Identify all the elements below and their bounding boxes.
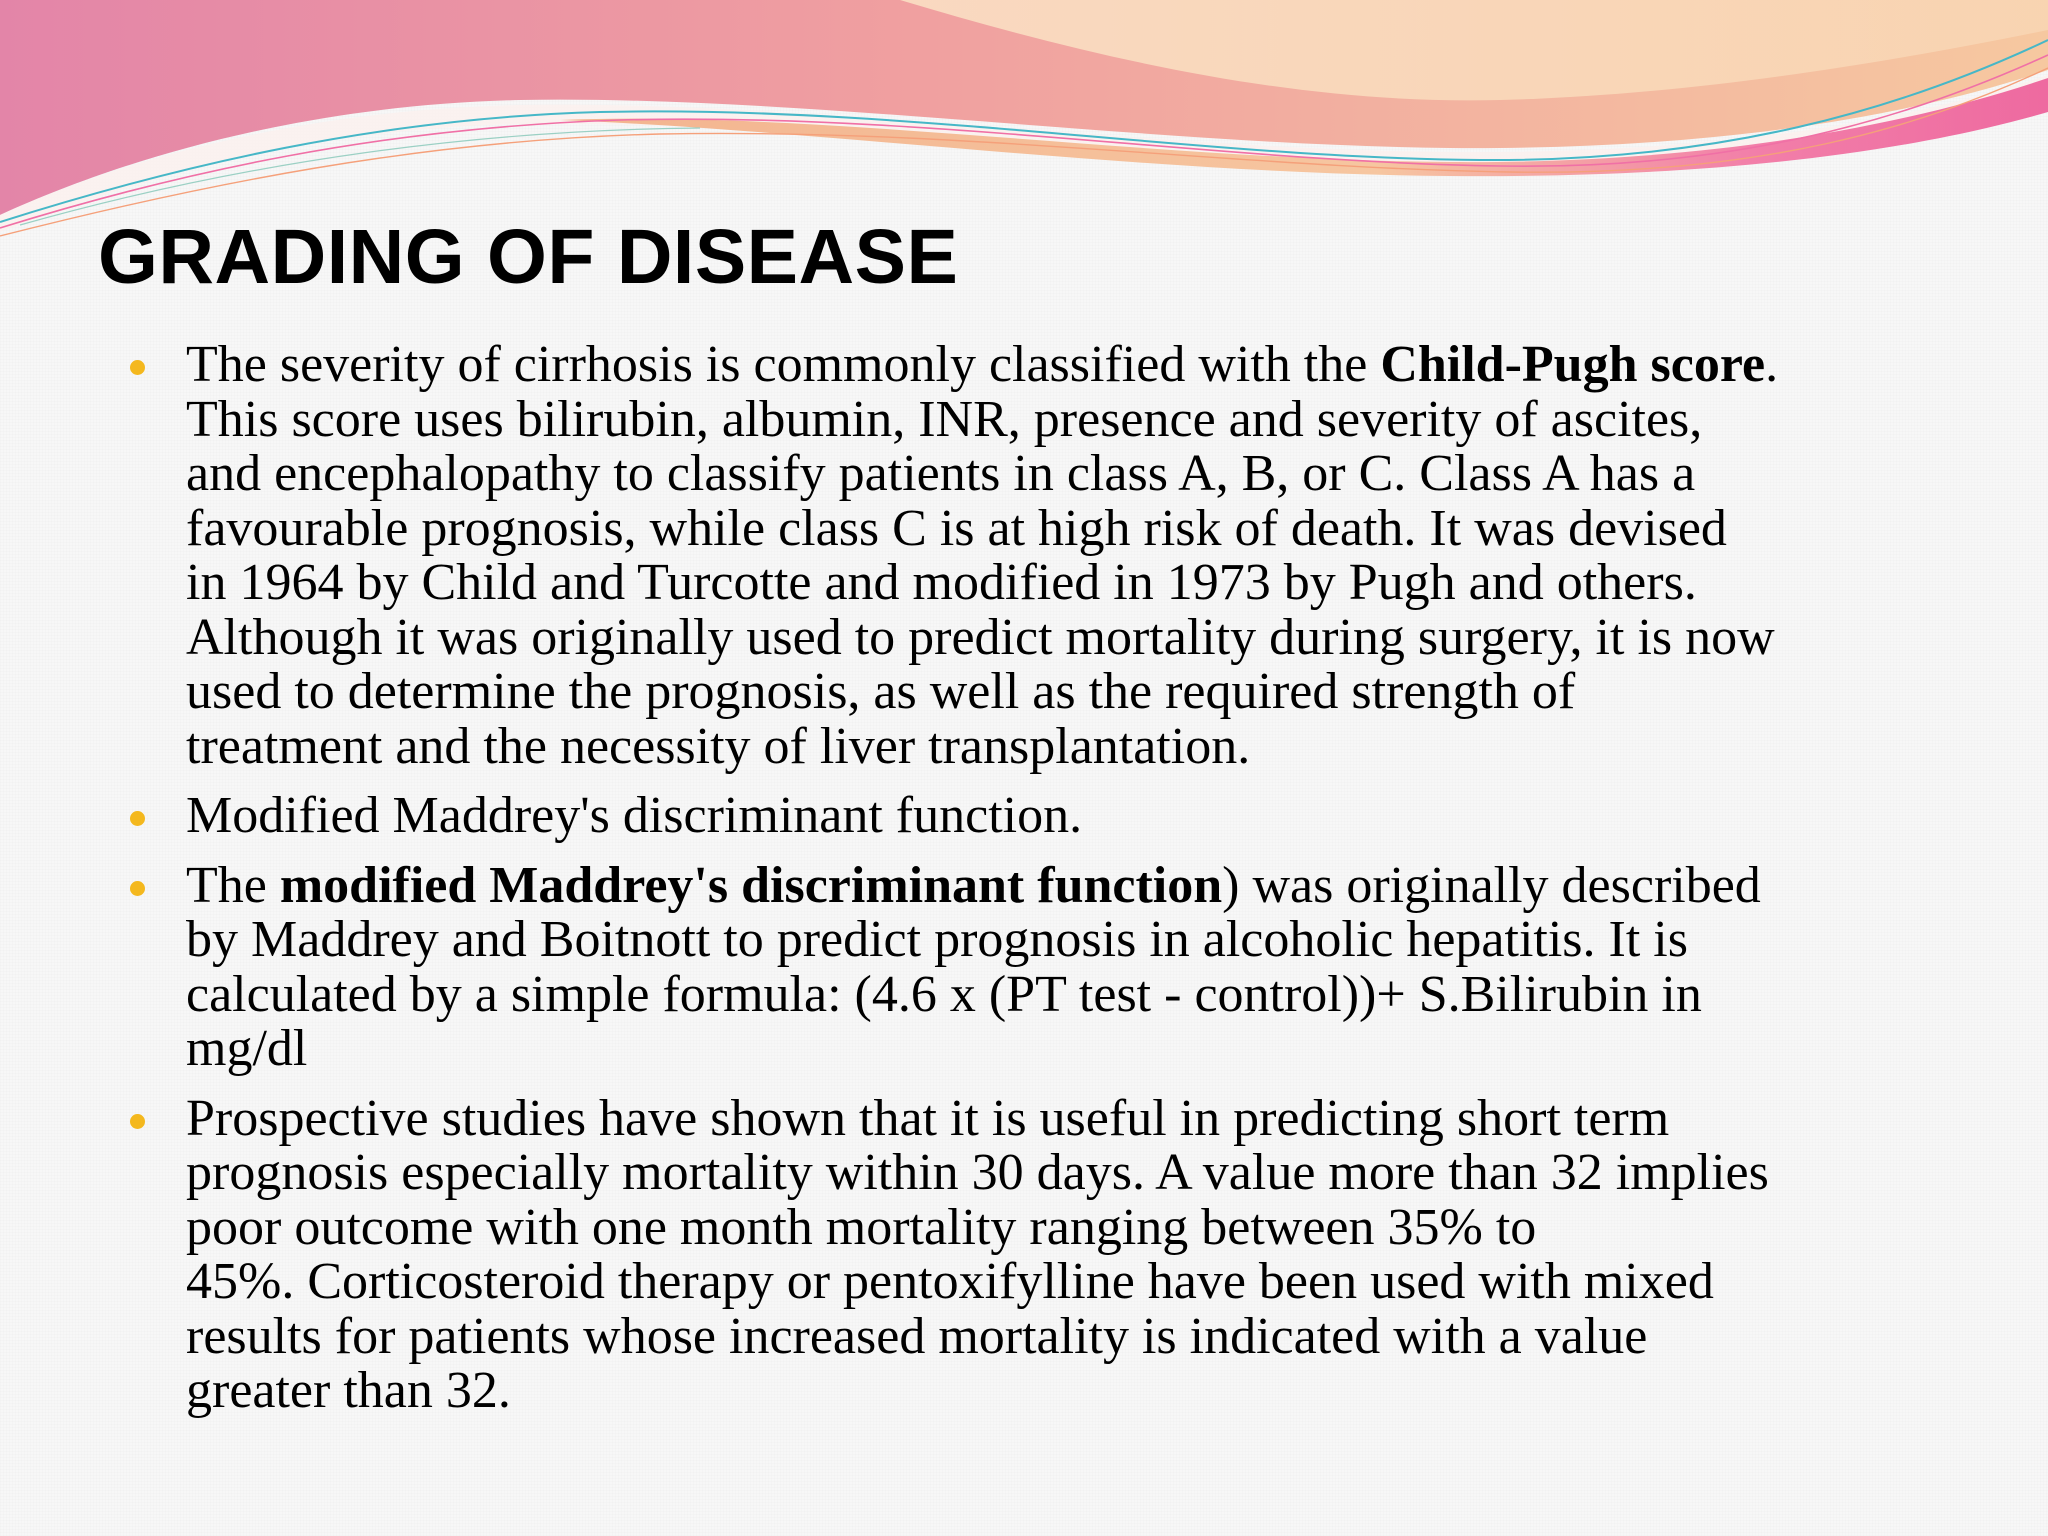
bullet-bold-term: Child-Pugh score xyxy=(1380,336,1766,393)
decorative-wave-banner xyxy=(0,0,2048,240)
bullet-text-run: The severity of cirrhosis is commonly classified with the xyxy=(186,336,1381,393)
list-item xyxy=(0,789,2048,844)
bullet-text-run: ) was originally described by Maddrey and Boitnott to predict prognosis in alcoholic hepatitis. It is calculated by a simple formula: (4.6 x (PT test - control))+ S.Bilirubin in mg/dl xyxy=(186,856,1761,1077)
bullet-text-run: Prospective studies have shown that it is useful in predicting short term prognosis especially mortality within 30 days. A value more than 32 implies poor outcome with one month mortality ranging between 35% to 45%. Corticosteroid therapy or pentoxifylline have been used with mixed results for patients whose increased mortality is indicated with a value greater than 32. xyxy=(186,1089,1769,1419)
bullet-icon xyxy=(130,1114,145,1129)
bullet-icon xyxy=(130,360,145,375)
bullet-text xyxy=(186,789,1988,844)
bullet-text xyxy=(186,338,1988,774)
bullet-text-run: Modified Maddrey's discriminant function. xyxy=(186,787,1083,844)
bullet-icon xyxy=(130,811,145,826)
bullet-text-run: . This score uses bilirubin, albumin, INR, presence and severity of ascites, and encephalopathy to classify patients in class A, B, or C. Class A has a favourable prognosis, while class C is at high risk of death. It was devised in 1964 by Child and Turcotte and modified in 1973 by Pugh and others. Although it was originally used to predict mortality during surgery, it is now used to determine the prognosis, as well as the required strength of treatment and the necessity of liver transplantation. xyxy=(186,336,1779,775)
list-item xyxy=(0,1089,2048,1419)
bullet-text xyxy=(186,1089,1988,1419)
bullet-text-run: The xyxy=(186,856,280,914)
bullet-list xyxy=(0,338,2048,1434)
bullet-icon xyxy=(130,881,145,896)
slide-title: GRADING OF DISEASE xyxy=(98,214,959,300)
list-item xyxy=(0,856,2048,1077)
bullet-bold-term: modified Maddrey's discriminant function xyxy=(279,856,1223,914)
bullet-text xyxy=(186,856,1988,1077)
list-item xyxy=(0,338,2048,774)
